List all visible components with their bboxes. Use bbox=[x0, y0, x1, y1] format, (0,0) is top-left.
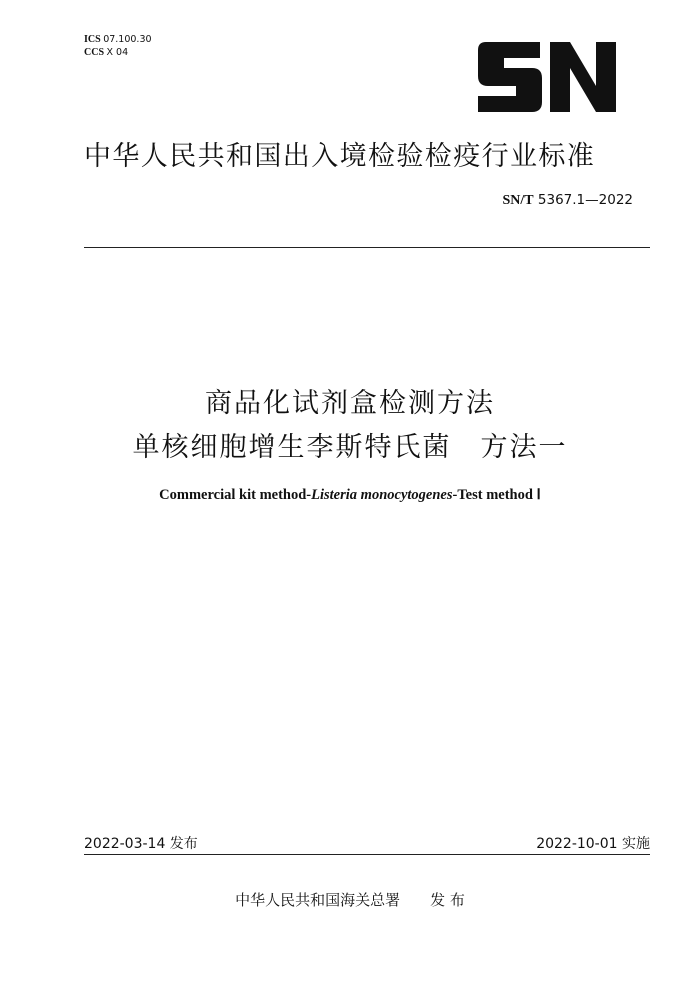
ics-code: 07.100.30 bbox=[103, 34, 152, 45]
title-line-2: 单核细胞增生李斯特氏菌 方法一 bbox=[132, 432, 568, 463]
ics-line bbox=[84, 33, 152, 46]
standard-number-value: 5367.1—2022 bbox=[537, 192, 633, 208]
english-title bbox=[0, 487, 700, 504]
ccs-code: X 04 bbox=[106, 47, 129, 58]
top-divider bbox=[84, 247, 650, 248]
english-title-suffix: -Test method Ⅰ bbox=[452, 487, 541, 503]
classification-codes bbox=[84, 33, 152, 59]
english-title-prefix: Commercial kit method- bbox=[159, 487, 312, 503]
english-title-species: Listeria monocytogenes bbox=[311, 487, 453, 503]
standard-number-prefix: SN/T bbox=[502, 193, 534, 208]
implementation-date: 2022-10-01 实施 bbox=[536, 836, 650, 852]
issue-date: 2022-03-14 发布 bbox=[84, 836, 198, 852]
issuing-authority-title: 中华人民共和国出入境检验检疫行业标准 bbox=[84, 141, 596, 172]
sn-logo-s-shape bbox=[478, 42, 542, 112]
sn-logo-n-shape bbox=[550, 42, 616, 112]
title-line-1: 商品化试剂盒检测方法 bbox=[205, 388, 495, 419]
bottom-divider bbox=[84, 854, 650, 855]
ics-label: ICS bbox=[84, 34, 101, 45]
ccs-label: CCS bbox=[84, 47, 105, 58]
ccs-line bbox=[84, 46, 152, 59]
sn-logo bbox=[478, 42, 616, 112]
standard-number bbox=[502, 192, 633, 209]
publisher: 中华人民共和国海关总署 发 布 bbox=[235, 891, 465, 909]
